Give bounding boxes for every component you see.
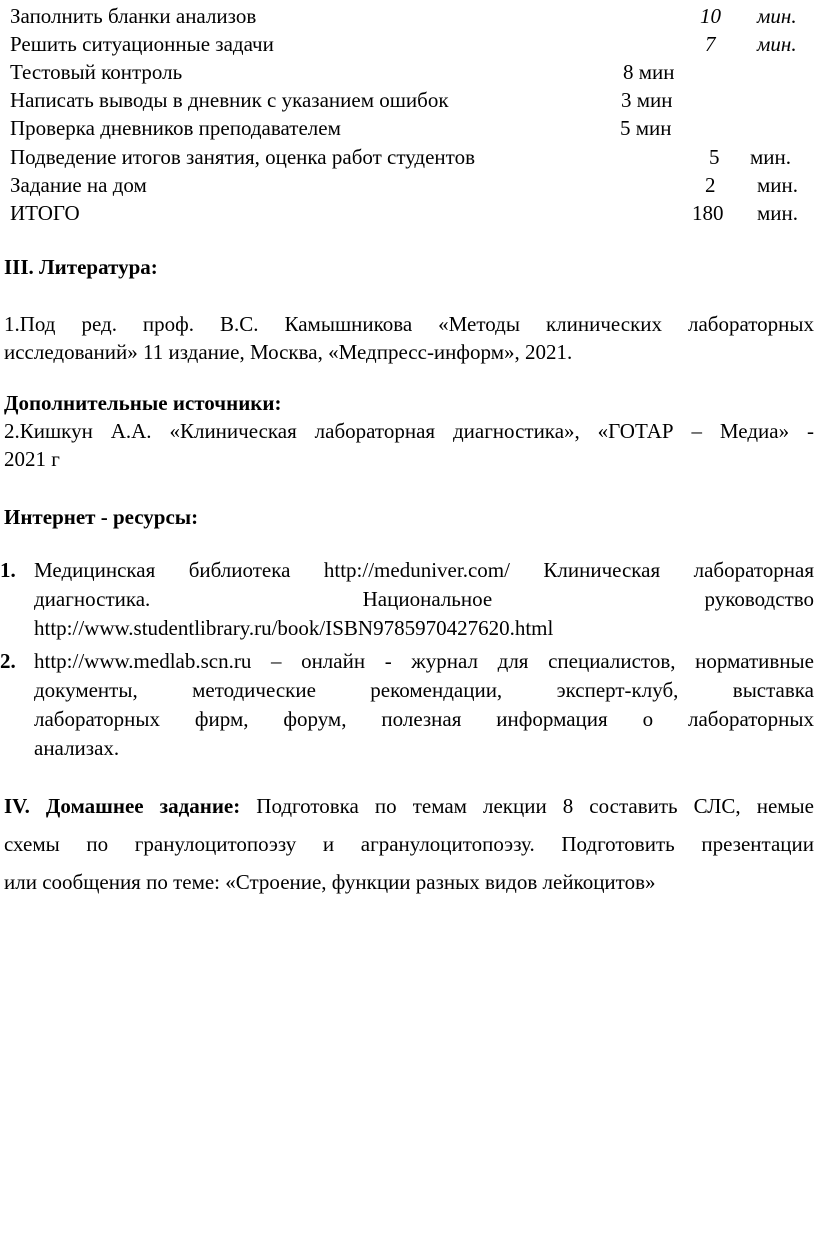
internet-list-item-1 xyxy=(0,556,814,643)
internet-item-1-line-1: Медицинская библиотека http://meduniver.com/ Клиническая лабораторная xyxy=(34,558,814,582)
internet-item-2-line-3: лабораторных фирм, форум, полезная информация о лабораторных xyxy=(34,707,814,731)
list-item-number: 1. xyxy=(0,558,16,582)
literature-item-1-line-2: исследований» 11 издание, Москва, «Медпресс-информ», 2021. xyxy=(4,340,573,364)
homework-line-1 xyxy=(4,787,814,825)
schedule-unit-2: мин. xyxy=(757,32,797,56)
homework-section xyxy=(4,787,814,901)
schedule-unit-7: мин. xyxy=(757,173,799,197)
schedule-value-4: 3 мин xyxy=(621,88,673,112)
schedule-label-7: Задание на дом xyxy=(10,173,147,197)
homework-heading: IV. Домашнее задание: xyxy=(4,794,241,818)
schedule-label-3: Тестовый контроль xyxy=(10,60,183,84)
additional-item-2-line-1: 2.Кишкун А.А. «Клиническая лабораторная диагностика», «ГОТАР – Медиа» - xyxy=(4,419,814,443)
schedule-label-total: ИТОГО xyxy=(10,201,80,225)
schedule-value-1: 10 xyxy=(700,4,721,28)
schedule-value-3: 8 мин xyxy=(623,60,675,84)
schedule-label-2: Решить ситуационные задачи xyxy=(10,32,274,56)
literature-item-1-line-1: 1.Под ред. проф. В.С. Камышникова «Методы клинических лабораторных xyxy=(4,312,814,336)
additional-heading: Дополнительные источники: xyxy=(4,391,282,415)
schedule-label-5: Проверка дневников преподавателем xyxy=(10,116,341,140)
internet-list xyxy=(0,556,814,763)
internet-item-1-line-2: диагностика. Национальное руководство xyxy=(34,587,814,611)
internet-item-2-line-4: анализах. xyxy=(34,736,120,760)
schedule-unit-total: мин. xyxy=(757,201,799,225)
schedule-value-total: 180 xyxy=(692,201,724,225)
schedule-value-6: 5 xyxy=(709,145,720,169)
internet-heading: Интернет - ресурсы: xyxy=(4,505,199,529)
literature-heading: III. Литература: xyxy=(4,255,158,279)
literature-item-1 xyxy=(4,310,814,366)
schedule-value-7: 2 xyxy=(705,173,716,197)
schedule-unit-6: мин. xyxy=(750,145,792,169)
internet-item-2-line-2: документы, методические рекомендации, эксперт-клуб, выставка xyxy=(34,678,814,702)
schedule-value-2: 7 xyxy=(705,32,716,56)
schedule-label-6: Подведение итогов занятия, оценка работ студентов xyxy=(10,145,475,169)
schedule-unit-1: мин. xyxy=(757,4,797,28)
homework-line-1-text: Подготовка по темам лекции 8 составить СЛС, немые xyxy=(240,794,814,818)
internet-item-2-line-1: http://www.medlab.scn.ru – онлайн - журнал для специалистов, нормативные xyxy=(34,649,814,673)
schedule-label-4: Написать выводы в дневник с указанием ошибок xyxy=(10,88,449,112)
schedule-label-1: Заполнить бланки анализов xyxy=(10,4,257,28)
internet-list-item-2 xyxy=(0,647,814,763)
schedule-value-5: 5 мин xyxy=(620,116,672,140)
list-item-number: 2. xyxy=(0,649,16,673)
homework-line-2: схемы по гранулоцитопоэзу и агранулоцитопоэзу. Подготовить презентации xyxy=(4,832,814,856)
homework-line-3: или сообщения по теме: «Строение, функции разных видов лейкоцитов» xyxy=(4,870,656,894)
additional-item-2 xyxy=(4,417,814,473)
additional-item-2-line-2: 2021 г xyxy=(4,447,60,471)
internet-item-1-link[interactable]: http://www.studentlibrary.ru/book/ISBN9785970427620.html xyxy=(34,616,554,640)
